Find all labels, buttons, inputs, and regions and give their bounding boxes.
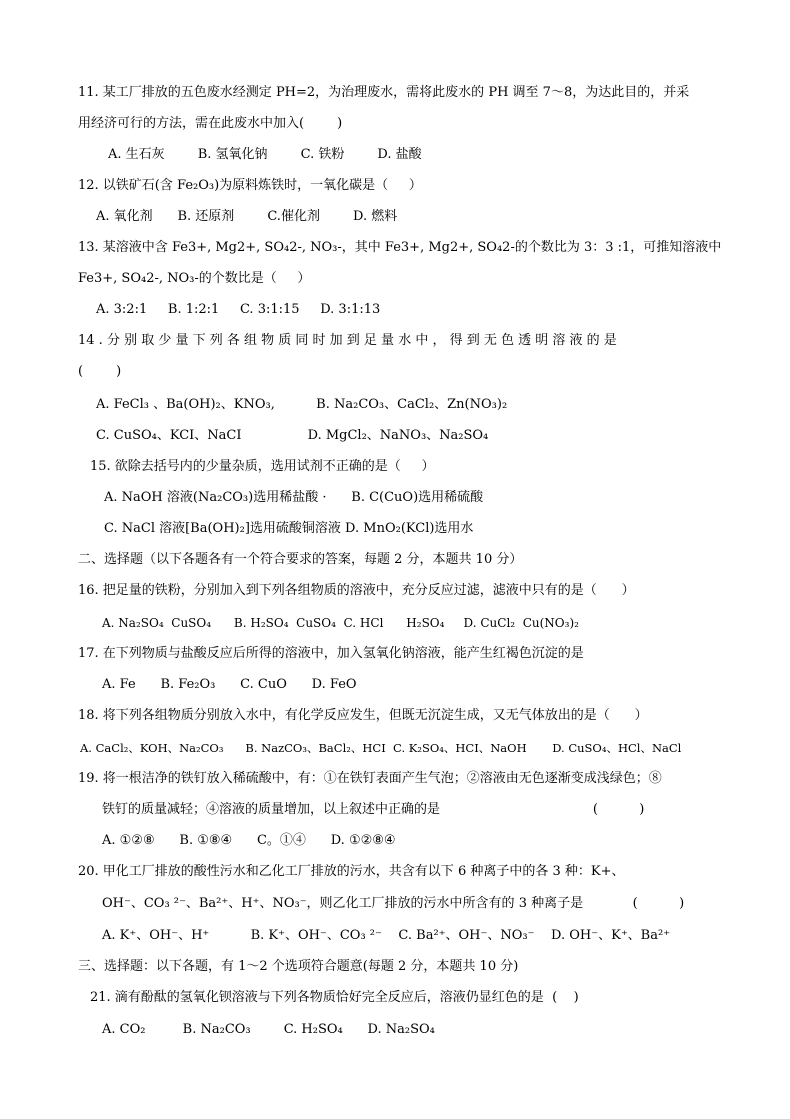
q12-stem: 12. 以铁矿石(含 Fe₂O₃)为原料炼铁时，一氧化碳是（ ） <box>78 178 422 193</box>
q14-options-cd: C. CuSO₄、KCI、NaCI D. MgCl₂、NaNO₃、Na₂SO₄ <box>96 428 489 443</box>
q14-stem-line1: 14 . 分 别 取 少 量 下 列 各 组 物 质 同 时 加 到 足 量 水 中 ， 得 到 无 色 透 明 溶 液 的 是 <box>78 333 617 348</box>
q15-stem: 15. 欲除去括号内的少量杂质，选用试剂不正确的是（ ） <box>90 459 435 474</box>
q13-stem-line2: Fe3+, SO₄2-, NO₃-的个数比是（ ） <box>78 271 311 286</box>
q16-options: A. Na₂SO₄ CuSO₄ B. H₂SO₄ CuSO₄ C. HCl H₂SO₄ D. CuCl₂ Cu(NO₃)₂ <box>102 616 579 630</box>
q18-options: A. CaCl₂、KOH、Na₂CO₃ B. NazCO₃、BaCl₂、HCI C. K₂SO₄、HCI、NaOH D. CuSO₄、HCl、NaCl <box>80 741 682 755</box>
q16-stem: 16. 把足量的铁粉，分别加入到下列各组物质的溶液中，充分反应过滤，滤液中只有的是（ ） <box>78 583 635 598</box>
q15-options-ab: A. NaOH 溶液(Na₂CO₃)选用稀盐酸 · B. C(CuO)选用稀硫酸 <box>104 490 484 505</box>
section-three-heading: 三、选择题：以下各题，有 1～2 个选项符合题意(每题 2 分，本题共 10 分) <box>78 959 519 974</box>
q11-options: A. 生石灰 B. 氢氧化钠 C. 铁粉 D. 盐酸 <box>108 147 422 162</box>
q20-stem-line1: 20. 甲化工厂排放的酸性污水和乙化工厂排放的污水，共含有以下 6 种离子中的各 3 种：K+、 <box>78 864 625 879</box>
q19-options: A. ①②⑧ B. ①⑧④ C。①④ D. ①②⑧④ <box>102 833 396 848</box>
q20-stem-line2: OH⁻、CO₃ ²⁻、Ba²⁺、H⁺、NO₃⁻，则乙化工厂排放的污水中所含有的 3 种离子是 ( ) <box>102 896 685 911</box>
q13-options: A. 3:2:1 B. 1:2:1 C. 3:1:15 D. 3:1:13 <box>96 302 381 317</box>
q19-stem-line2: 铁钉的质量减轻；④溶液的质量增加，以上叙述中正确的是 ( ) <box>102 802 645 817</box>
q18-stem: 18. 将下列各组物质分别放入水中，有化学反应发生，但既无沉淀生成，又无气体放出的是（ ） <box>78 708 648 723</box>
q21-options: A. CO₂ B. Na₂CO₃ C. H₂SO₄ D. Na₂SO₄ <box>102 1022 435 1037</box>
section-two-heading: 二、选择题（以下各题各有一个符合要求的答案，每题 2 分，本题共 10 分） <box>78 552 523 567</box>
q11-stem-line2: 用经济可行的方法，需在此废水中加入( ) <box>78 116 343 131</box>
q13-stem-line1: 13. 某溶液中含 Fe3+, Mg2+, SO₄2-, NO₃-，其中 Fe3+, Mg2+, SO₄2-的个数比为 3：3 :1，可推知溶液中 <box>78 240 722 255</box>
q20-options: A. K⁺、OH⁻、H⁺ B. K⁺、OH⁻、CO₃ ²⁻ C. Ba²⁺、OH⁻、NO₃⁻ D. OH⁻、K⁺、Ba²⁺ <box>102 928 671 943</box>
q21-stem: 21. 滴有酚酞的氢氧化钡溶液与下列各物质恰好完全反应后，溶液仍显红色的是 ( ) <box>90 990 579 1005</box>
q14-options-ab: A. FeCl₃ 、Ba(OH)₂、KNO₃, B. Na₂CO₃、CaCl₂、Zn(NO₃)₂ <box>96 397 508 412</box>
q17-options: A. Fe B. Fe₂O₃ C. CuO D. FeO <box>102 677 357 692</box>
q12-options: A. 氧化剂 B. 还原剂 C.催化剂 D. 燃料 <box>96 209 398 224</box>
q15-options-cd: C. NaCl 溶液[Ba(OH)₂]选用硫酸铜溶液 D. MnO₂(KCl)选用水 <box>104 521 474 536</box>
q14-stem-line2: ( ) <box>78 364 122 379</box>
q11-stem-line1: 11. 某工厂排放的五色废水经测定 PH=2，为治理废水，需将此废水的 PH 调至 7～8，为达此目的，并采 <box>78 85 690 100</box>
q19-stem-line1: 19. 将一根洁净的铁钉放入稀硫酸中，有：①在铁钉表面产生气泡；②溶液由无色逐渐变成浅绿色；⑧ <box>78 771 662 786</box>
q17-stem: 17. 在下列物质与盐酸反应后所得的溶液中，加入氢氧化钠溶液，能产生红褐色沉淀的是 <box>78 646 584 661</box>
